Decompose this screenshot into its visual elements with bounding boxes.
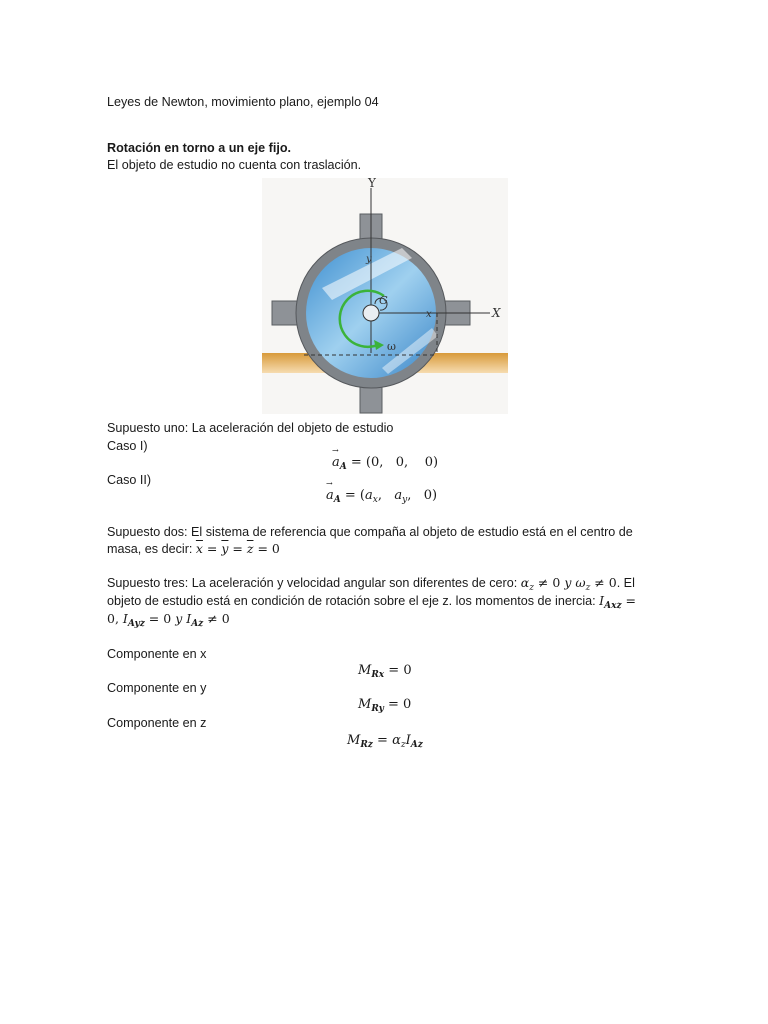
document-title: Leyes de Newton, movimiento plano, ejemplo 04 [107, 95, 379, 109]
section-heading: Rotación en torno a un eje fijo. [107, 141, 292, 155]
equation-moment-y: $M_{Ry} = 0$ [358, 697, 412, 714]
componente-x-label: Componente en x [107, 647, 207, 661]
caso-1-label: Caso I) [107, 439, 148, 453]
axis-y-label: y [366, 254, 372, 265]
equation-moment-z: $M_{Rz} = \alpha_zI_{Az}$ [347, 733, 423, 750]
componente-z-label: Componente en z [107, 716, 207, 730]
equation-caso-2: → $a_A = (a_x$, $a_y$, 0) [326, 488, 437, 505]
equation-moment-x: $M_{Rx} = 0$ [358, 663, 412, 680]
componente-y-label: Componente en y [107, 681, 207, 695]
omega-label: ω [387, 340, 396, 353]
center-G-label: G [379, 294, 388, 307]
equation-caso-1: → $a_A = (0$, 0, 0) [332, 455, 438, 472]
axis-Y-label: Y [368, 178, 376, 190]
rotating-disk-figure [262, 178, 508, 414]
intro-text: El objeto de estudio no cuenta con traslación. [107, 158, 362, 172]
axis-X-label: X [492, 306, 501, 320]
supuesto-dos-line-2: masa, es decir: $\overline{x} = \overline{y} = \overline{z} = 0$ [107, 541, 280, 556]
supuesto-tres-line-2: objeto de estudio está en condición de rotación sobre el eje z. los momentos de inercia: $I_{Axz}$ = [107, 593, 637, 611]
supuesto-tres-line-1: Supuesto tres: La aceleración y velocidad angular son diferentes de cero: $\alpha_z \ne 0$ y $\omega_z \ne 0$. El [107, 575, 635, 593]
caso-2-label: Caso II) [107, 473, 152, 487]
supuesto-tres-line-3: 0, $I_{Ayz} = 0$ y $I_{Az} \ne 0$ [107, 611, 230, 629]
axis-x-label: x [426, 309, 432, 320]
supuesto-uno: Supuesto uno: La aceleración del objeto de estudio [107, 421, 394, 435]
supuesto-dos-line-1: Supuesto dos: El sistema de referencia que compaña al objeto de estudio está en el centro de [107, 525, 633, 539]
